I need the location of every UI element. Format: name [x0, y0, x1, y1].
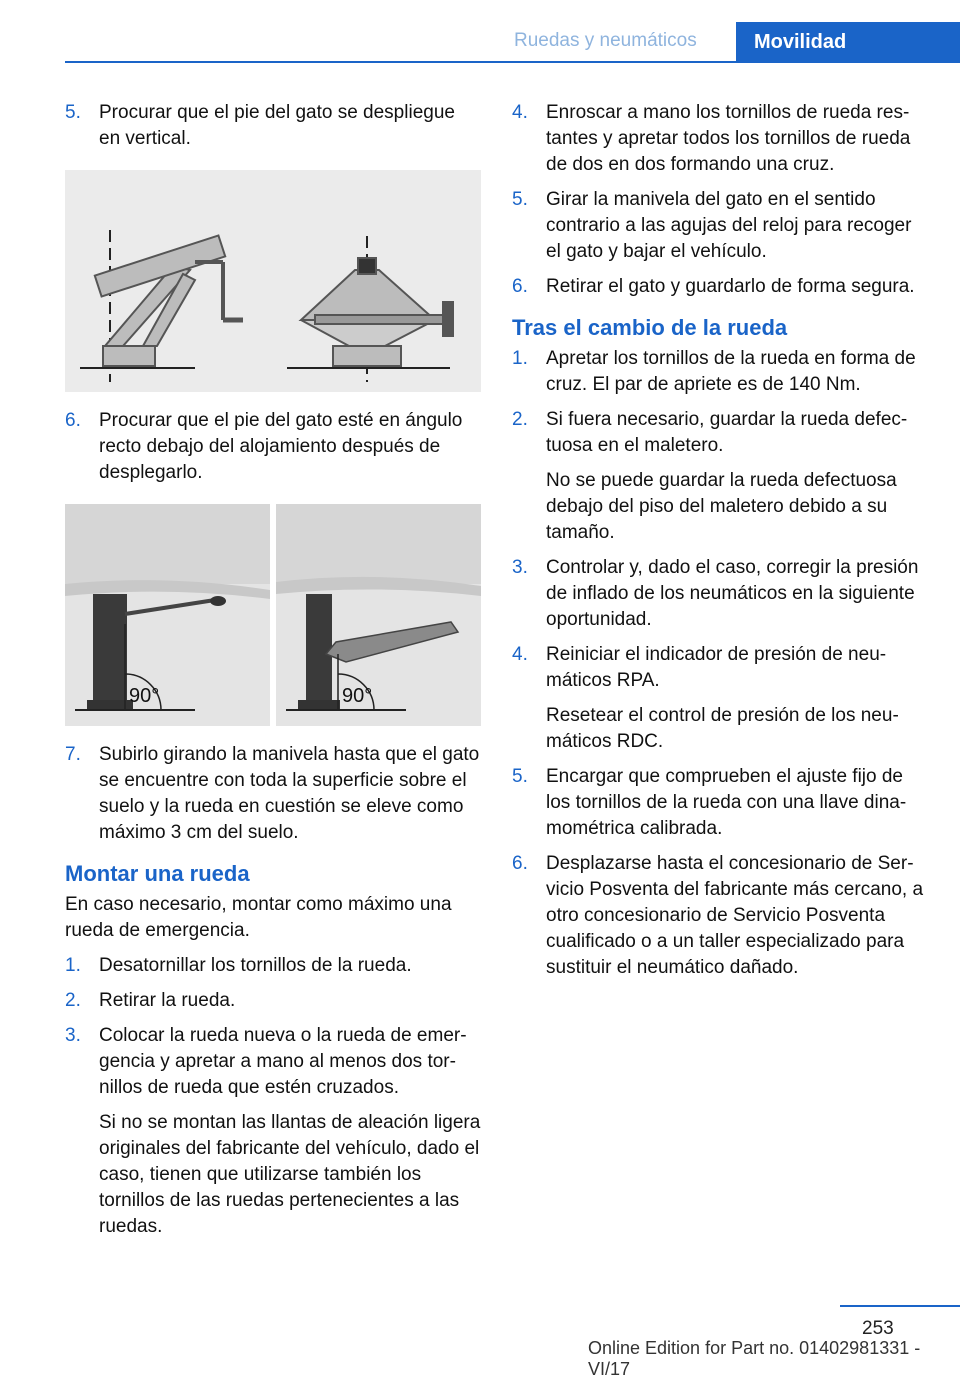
step-item [65, 1023, 481, 1240]
step-text: Desplazarse hasta el concesionario de Servicio Posventa del fabricante más cercano, a otro concesionario de Servicio Posventa cualificado o a un taller especializado para sustituir el neumático dañado. [546, 853, 924, 978]
step-number: 5. [512, 766, 528, 787]
section-intro: En caso necesario, montar como máximo una rueda de emergencia. [65, 894, 452, 941]
step-item [65, 742, 481, 846]
step-number: 4. [512, 102, 528, 123]
step-item [512, 851, 927, 981]
jack-diagram [65, 170, 481, 392]
step-number: 3. [512, 557, 528, 578]
step-text: Colocar la rueda nueva o la rueda de emergencia y apretar a mano al menos dos tornillos de rueda que estén cruzados. [99, 1025, 467, 1098]
step-item [512, 100, 927, 178]
left-column [65, 100, 481, 1249]
step-item [65, 100, 481, 152]
step-text: Si fuera necesario, guardar la rueda defectuosa en el maletero. [546, 409, 908, 456]
step-number: 6. [512, 276, 528, 297]
footer-rule [840, 1305, 960, 1307]
step-note: No se puede guardar la rueda defectuosa debajo del piso del maletero debido a su tamaño. [546, 470, 897, 543]
step-text: Retirar la rueda. [99, 990, 236, 1011]
step-text: Procurar que el pie del gato esté en ángulo recto debajo del alojamiento después de desplegarlo. [99, 410, 463, 483]
step-text: Apretar los tornillos de la rueda en forma de cruz. El par de apriete es de 140 Nm. [546, 348, 916, 395]
step-number: 2. [512, 409, 528, 430]
step-number: 2. [65, 990, 81, 1011]
step-number: 7. [65, 744, 81, 765]
step-text: Enroscar a mano los tornillos de rueda restantes y apretar todos los tornillos de rueda de dos en dos formando una cruz. [546, 102, 911, 175]
step-text: Reiniciar el indicador de presión de neumáticos RPA. [546, 644, 887, 691]
header-section-title: Ruedas y neumáticos [514, 30, 697, 51]
step-item [65, 988, 481, 1014]
step-text: Subirlo girando la manivela hasta que el gato se encuentre con toda la superficie sobre el suelo y la rueda en cuestión se eleve como máximo 3 cm del suelo. [99, 744, 480, 843]
right-column [512, 100, 927, 990]
step-item [512, 187, 927, 265]
jack-right-angle-illustration [65, 504, 481, 726]
step-item [512, 274, 927, 300]
section-heading: Tras el cambio de la rueda [512, 315, 788, 340]
step-item [512, 764, 927, 842]
step-text: Encargar que comprueben el ajuste fijo de los tornillos de la rueda con una llave dinamométrica calibrada. [546, 766, 907, 839]
step-note: Resetear el control de presión de los neumáticos RDC. [546, 705, 899, 752]
header-chapter-tab: Movilidad [736, 22, 960, 63]
page-number: 253 [862, 1318, 894, 1339]
jack-angle-panel-right [276, 504, 481, 726]
step-text: Girar la manivela del gato en el sentido contrario a las agujas del reloj para recoger el gato y bajar el vehículo. [546, 189, 912, 262]
step-number: 1. [65, 955, 81, 976]
step-number: 6. [512, 853, 528, 874]
step-text: Controlar y, dado el caso, corregir la presión de inflado de los neumáticos en la siguiente oportunidad. [546, 557, 919, 630]
step-text: Retirar el gato y guardarlo de forma segura. [546, 276, 915, 297]
step-number: 4. [512, 644, 528, 665]
step-number: 6. [65, 410, 81, 431]
step-number: 3. [65, 1025, 81, 1046]
edition-note: Online Edition for Part no. 01402981331 - VI/17 [588, 1338, 921, 1379]
angle-label: 90° [342, 685, 373, 707]
angle-label: 90° [129, 685, 160, 707]
step-number: 5. [512, 189, 528, 210]
step-item [512, 642, 927, 755]
section-heading: Montar una rueda [65, 861, 250, 886]
jack-angle-panel-left [65, 504, 270, 726]
step-text: Procurar que el pie del gato se despliegue en vertical. [99, 102, 455, 149]
step-note: Si no se montan las llantas de aleación ligera originales del fabricante del vehículo, dado el caso, tienen que utilizarse también los tornillos de las ruedas pertenecientes a las ruedas. [99, 1112, 481, 1237]
step-item [512, 346, 927, 398]
jack-vertical-illustration [65, 170, 481, 392]
step-number: 1. [512, 348, 528, 369]
step-item [512, 407, 927, 546]
step-item [512, 555, 927, 633]
step-number: 5. [65, 102, 81, 123]
step-text: Desatornillar los tornillos de la rueda. [99, 955, 412, 976]
step-item [65, 408, 481, 486]
step-item [65, 953, 481, 979]
